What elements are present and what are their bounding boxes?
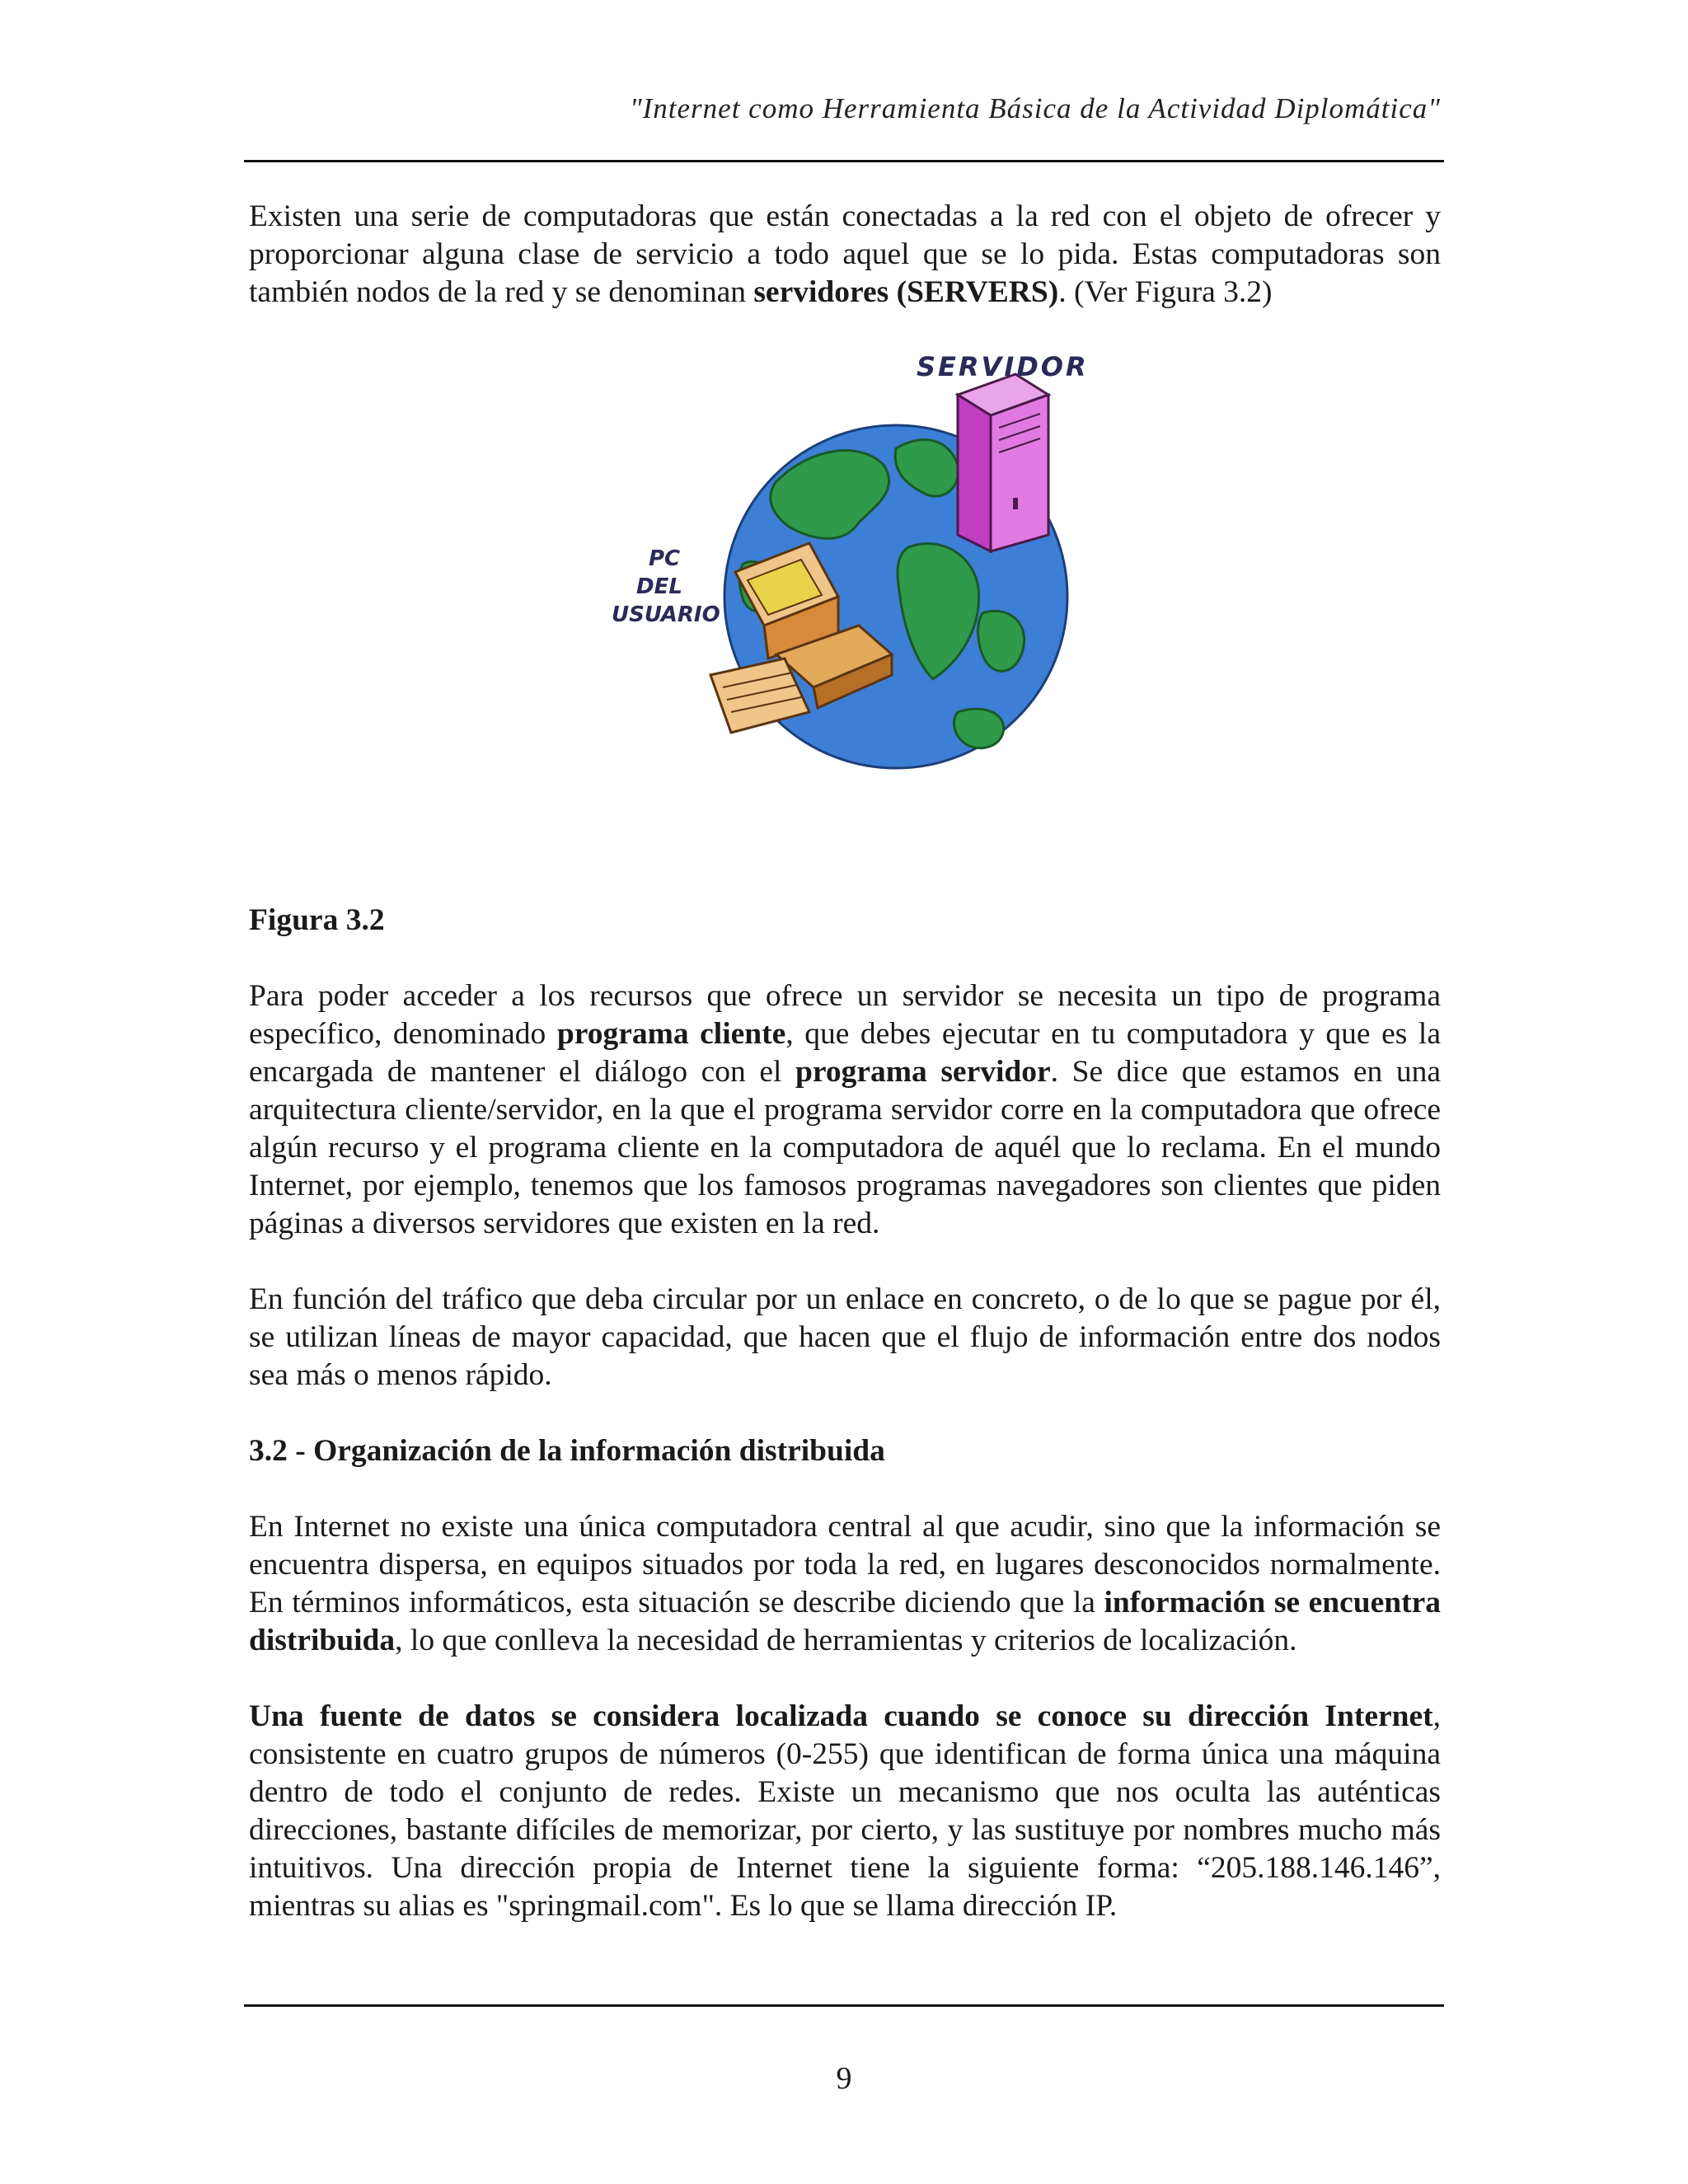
pc-label-line: DEL [636, 574, 682, 599]
pc-label-line: PC [649, 546, 681, 571]
bold-term-server: programa servidor [795, 1055, 1051, 1089]
pc-label-line: USUARIO [612, 602, 720, 627]
text-run: . Se dice que estamos en una arquitectura cliente/servidor, en la que el programa servidor corre en la computadora que ofrece algún recurso y el programa cliente en la computadora de aquél que lo reclama. En el mundo Internet, por ejemplo, tenemos que los famosos programas navegadores son clientes que piden páginas a diversos servidores que existen en la red. [249, 1055, 1441, 1240]
paragraph-distributed [249, 1508, 1441, 1660]
text-run: , consistente en cuatro grupos de números (0-255) que identifican de forma única una máquina dentro de todo el conjunto de redes. Existe un mecanismo que nos oculta las auténticas direcciones, bastante difíciles de memorizar, por cierto, y las sustituye por nombres mucho más intuitivos. Una dirección propia de Internet tiene la siguiente forma: “205.188.146.146”, mientras su alias es "springmail.com". Es lo que se llama dirección IP. [249, 1699, 1441, 1923]
text-run: En Internet no existe una única computadora central al que acudir, sino que la información se encuentra dispersa, en equipos situados por toda la red, en lugares desconocidos normalmente. En términos informáticos, esta situación se describe diciendo que la [249, 1510, 1441, 1619]
text-run: , que debes ejecutar en tu computadora y que es la encargada de mantener el diálogo con el [249, 1017, 1442, 1089]
client-server-illustration [612, 349, 1106, 778]
footer-rule [244, 2004, 1444, 2007]
server-label: SERVIDOR [917, 351, 1089, 382]
running-header: "Internet como Herramienta Básica de la Actividad Diplomática" [629, 92, 1441, 124]
bold-term-address: Una fuente de datos se considera localizada cuando se conoce su dirección Internet [249, 1699, 1433, 1733]
bold-term-distributed: información se encuentra distribuida [249, 1586, 1441, 1657]
globe-land [978, 611, 1025, 671]
paragraph-traffic: En función del tráfico que deba circular por un enlace en concreto, o de lo que se pague por él, se utilizan líneas de mayor capacidad, que hacen que el flujo de información entre dos nodos sea más o menos rápido. [249, 1282, 1441, 1392]
figure-3-2 [249, 349, 1441, 902]
paragraph-servers [249, 198, 1441, 312]
figure-caption: Figura 3.2 [249, 903, 385, 937]
header-rule [244, 160, 1444, 162]
page-number: 9 [836, 2061, 852, 2096]
text-run: . (Ver Figura 3.2) [1058, 275, 1273, 309]
text-run: Existen una serie de computadoras que están conectadas a la red con el objeto de ofrecer y proporcionar alguna clase de servicio a todo aquel que se lo pida. Estas computadoras son también nodos de la red y se denominan [249, 199, 1441, 309]
bold-term-servers: servidores (SERVERS) [753, 275, 1059, 309]
server-icon [958, 374, 1048, 551]
text-run: Para poder acceder a los recursos que ofrece un servidor se necesita un tipo de programa específico, denominado [249, 979, 1441, 1051]
pc-label [612, 546, 720, 627]
paragraph-client-server [249, 977, 1441, 1243]
text-run: , lo que conlleva la necesidad de herramientas y criterios de localización. [395, 1624, 1297, 1657]
section-heading: 3.2 - Organización de la información distribuida [249, 1434, 885, 1468]
page-content [249, 198, 1441, 1925]
bold-term-client: programa cliente [556, 1017, 786, 1051]
paragraph-ip-address [249, 1698, 1441, 1925]
